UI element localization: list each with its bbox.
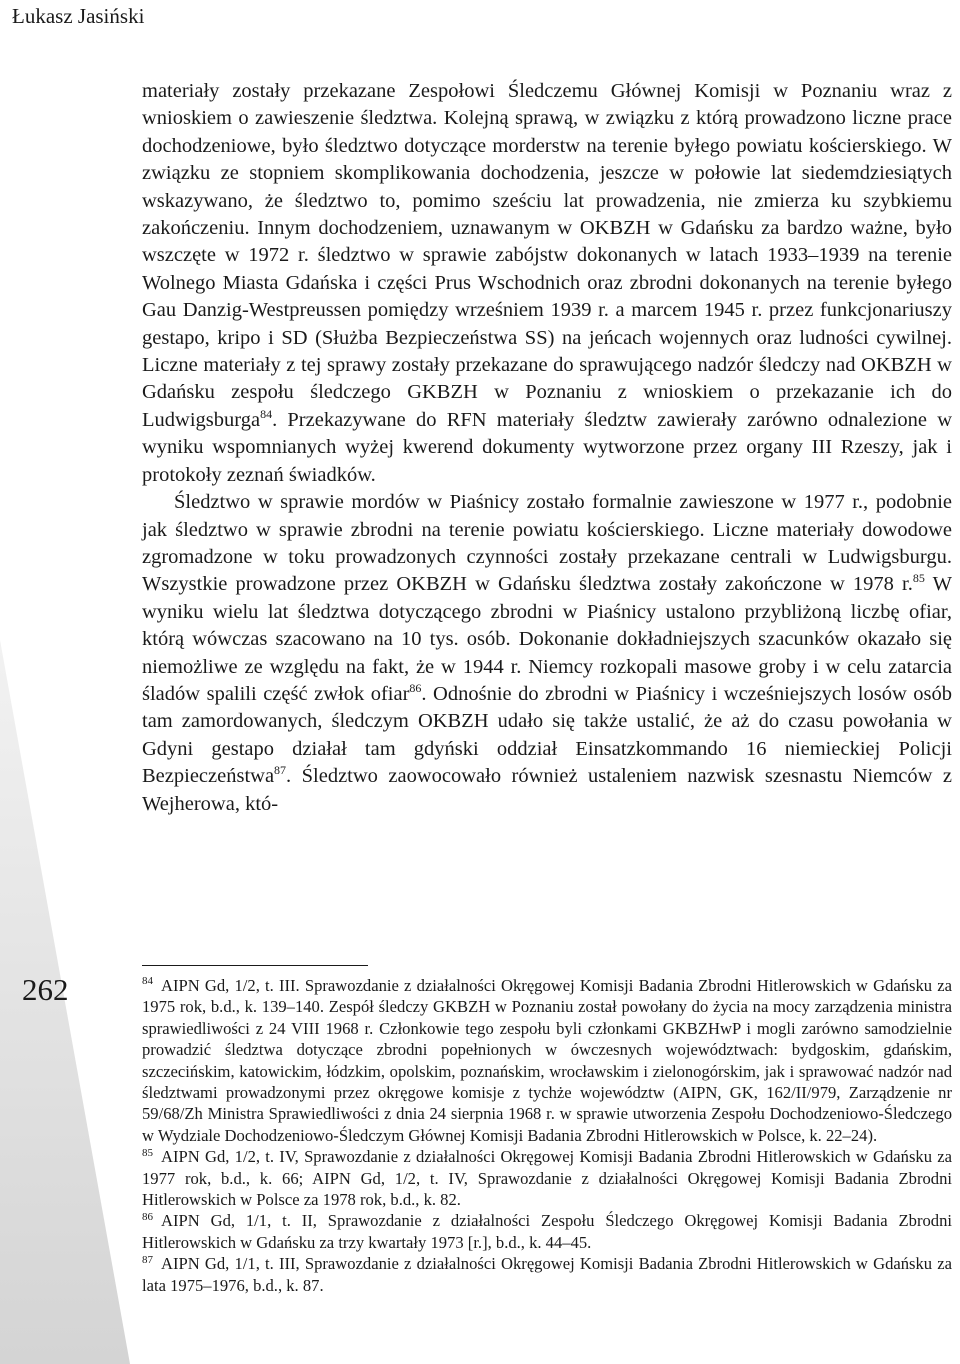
footnote-ref: 84 <box>260 407 273 422</box>
footnote-number: 84 <box>142 975 153 988</box>
page-number: 262 <box>22 972 69 1007</box>
footnote-number: 85 <box>142 1146 153 1159</box>
paragraph-1: materiały zostały przekazane Zespołowi Śledczemu Głównej Komisji w Poznaniu wraz z wnioskiem o zawieszenie śledztwa. Kolejną sprawą, w związku z którą prowadzono liczne prace dochodzeniowe, było śledztwo dotyczące morderstw na terenie byłego powiatu kościerskiego. W związku ze stopniem skomplikowania dochodzenia, jeszcze w połowie lat siedemdziesiątych wskazywano, że śledztwo to, pomimo sześciu lat prowadzenia, nie zmierza ku szybkiemu zakończeniu. Innym dochodzeniem, uznawanym w OKBZH w Gdańsku za bardzo ważne, było wszczęte w 1972 r. śledztwo w sprawie zabójstw dokonanych w latach 1933–1939 na terenie Wolnego Miasta Gdańska i części Prus Wschodnich oraz zbrodni dokonanych na terenie byłego Gau Danzig-Westpreussen pomiędzy wrześniem 1939 r. a marcem 1945 r. przez funkcjonariuszy gestapo, kripo i SD (Służba Bezpieczeństwa SS) na jeńcach wojennych oraz ludności cywilnej. Liczne materiały z tej sprawy zostały przekazane do sprawującego nadzór śledczy nad OKBZH w Gdańsku zespołu śledczego GKBZH w Poznaniu z wnioskiem o przekazanie ich do Ludwigsburga$^{84}$. Przekazywane do RFN materiały śledztw zawierały zarówno odnalezione w wyniku wspomnianych wyżej kwerend dokumenty wytworzone przez organy III Rzeszy, jak i protokoły zeznań świadków. <box>142 80 952 486</box>
footnote-ref: 85 <box>912 571 925 586</box>
footnote-87: $^{87}$ AIPN Gd, 1/1, t. III, Sprawozdanie z działalności Okręgowej Komisji Badania Zbrodni Hitlerowskich w Gdańsku za lata 1975–1976, b.d., k. 87. <box>142 1253 952 1295</box>
footnote-86: $^{86}$ AIPN Gd, 1/1, t. II, Sprawozdanie z działalności Zespołu Śledczego Okręgowej Komisji Badania Zbrodni Hitlerowskich w Gdańsku za trzy kwartały 1973 [r.], b.d., k. 44–45. <box>142 1210 952 1252</box>
footnote-number: 86 <box>142 1210 153 1223</box>
footnotes <box>142 975 952 1296</box>
paragraph-2: Śledztwo w sprawie mordów w Piaśnicy zostało formalnie zawieszone w 1977 r., podobnie jak śledztwo w sprawie zbrodni na terenie powiatu kościerskiego. Liczne materiały dowodowe zgromadzone w toku prowadzonych czynności zostały przekazane centrali w Ludwigsburgu. Wszystkie prowadzone przez OKBZH w Gdańsku śledztwa zostały zakończone w 1978 r.$^{85}$ W wyniku wielu lat śledztwa dotyczącego zbrodni w Piaśnicy ustalono przybliżoną liczbę ofiar, którą wówczas szacowano na 10 tys. osób. Dokonanie dokładniejszych szacunków okazało się niemożliwe ze względu na fakt, że w 1944 r. Niemcy rozkopali masowe groby i w celu zatarcia śladów spalili część zwłok ofiar$^{86}$. Odnośnie do zbrodni w Piaśnicy i wcześniejszych losów osób tam zamordowanych, śledczym OKBZH udało się także ustalić, że aż do czasu powołania w Gdyni gestapo działał tam gdyński oddział Einsatzkommando 16 niemieckiej Policji Bezpieczeństwa$^{87}$. Śledztwo zaowocowało również ustaleniem nazwisk szesnastu Niemców z Wejherowa, któ- <box>142 491 952 815</box>
running-head-author: Łukasz Jasiński <box>12 4 145 28</box>
footnote-84: $^{84}$ AIPN Gd, 1/2, t. III. Sprawozdanie z działalności Okręgowej Komisji Badania Zbrodni Hitlerowskich w Gdańsku za 1975 rok, b.d., k. 139–140. Zespół śledczy GKBZH w Poznaniu został powołany do życia na mocy zarządzenia ministra sprawiedliwości z 24 VIII 1968 r. Członkowie tego zespołu byli członkami GKBZHwP i mogli zarówno samodzielnie prowadzić śledztwa dotyczące zbrodni popełnionych w ówczesnych województwach: bydgoskim, gdańskim, szczecińskim, katowickim, łódzkim, opolskim, poznańskim, wrocławskim i zielonogórskim, jak i sprawować nadzór nad śledztwami prowadzonymi przez okręgowe komisje z tychże województw (AIPN, GK, 162/II/979, Zarządzenie nr 59/68/Zh Ministra Sprawiedliwości z dnia 24 sierpnia 1968 r. w sprawie utworzenia Zespołu Dochodzeniowo-Śledczego w Wydziale Dochodzeniowo-Śledczym Głównej Komisji Badania Zbrodni Hitlerowskich w Polsce, k. 22–24). <box>142 975 952 1145</box>
footnote-ref: 87 <box>274 763 287 778</box>
footnote-85: $^{85}$ AIPN Gd, 1/2, t. IV, Sprawozdanie z działalności Okręgowej Komisji Badania Zbrodni Hitlerowskich w Gdańsku za 1977 rok, b.d., k. 66; AIPN Gd, 1/2, t. IV, Sprawozdanie z działalności Okręgowej Komisji Badania Zbrodni Hitlerowskich w Polsce za 1978 rok, b.d., k. 82. <box>142 1146 952 1210</box>
footnote-separator <box>142 965 368 966</box>
footnote-ref: 86 <box>409 681 422 696</box>
main-text <box>142 78 952 818</box>
footnote-number: 87 <box>142 1253 153 1266</box>
